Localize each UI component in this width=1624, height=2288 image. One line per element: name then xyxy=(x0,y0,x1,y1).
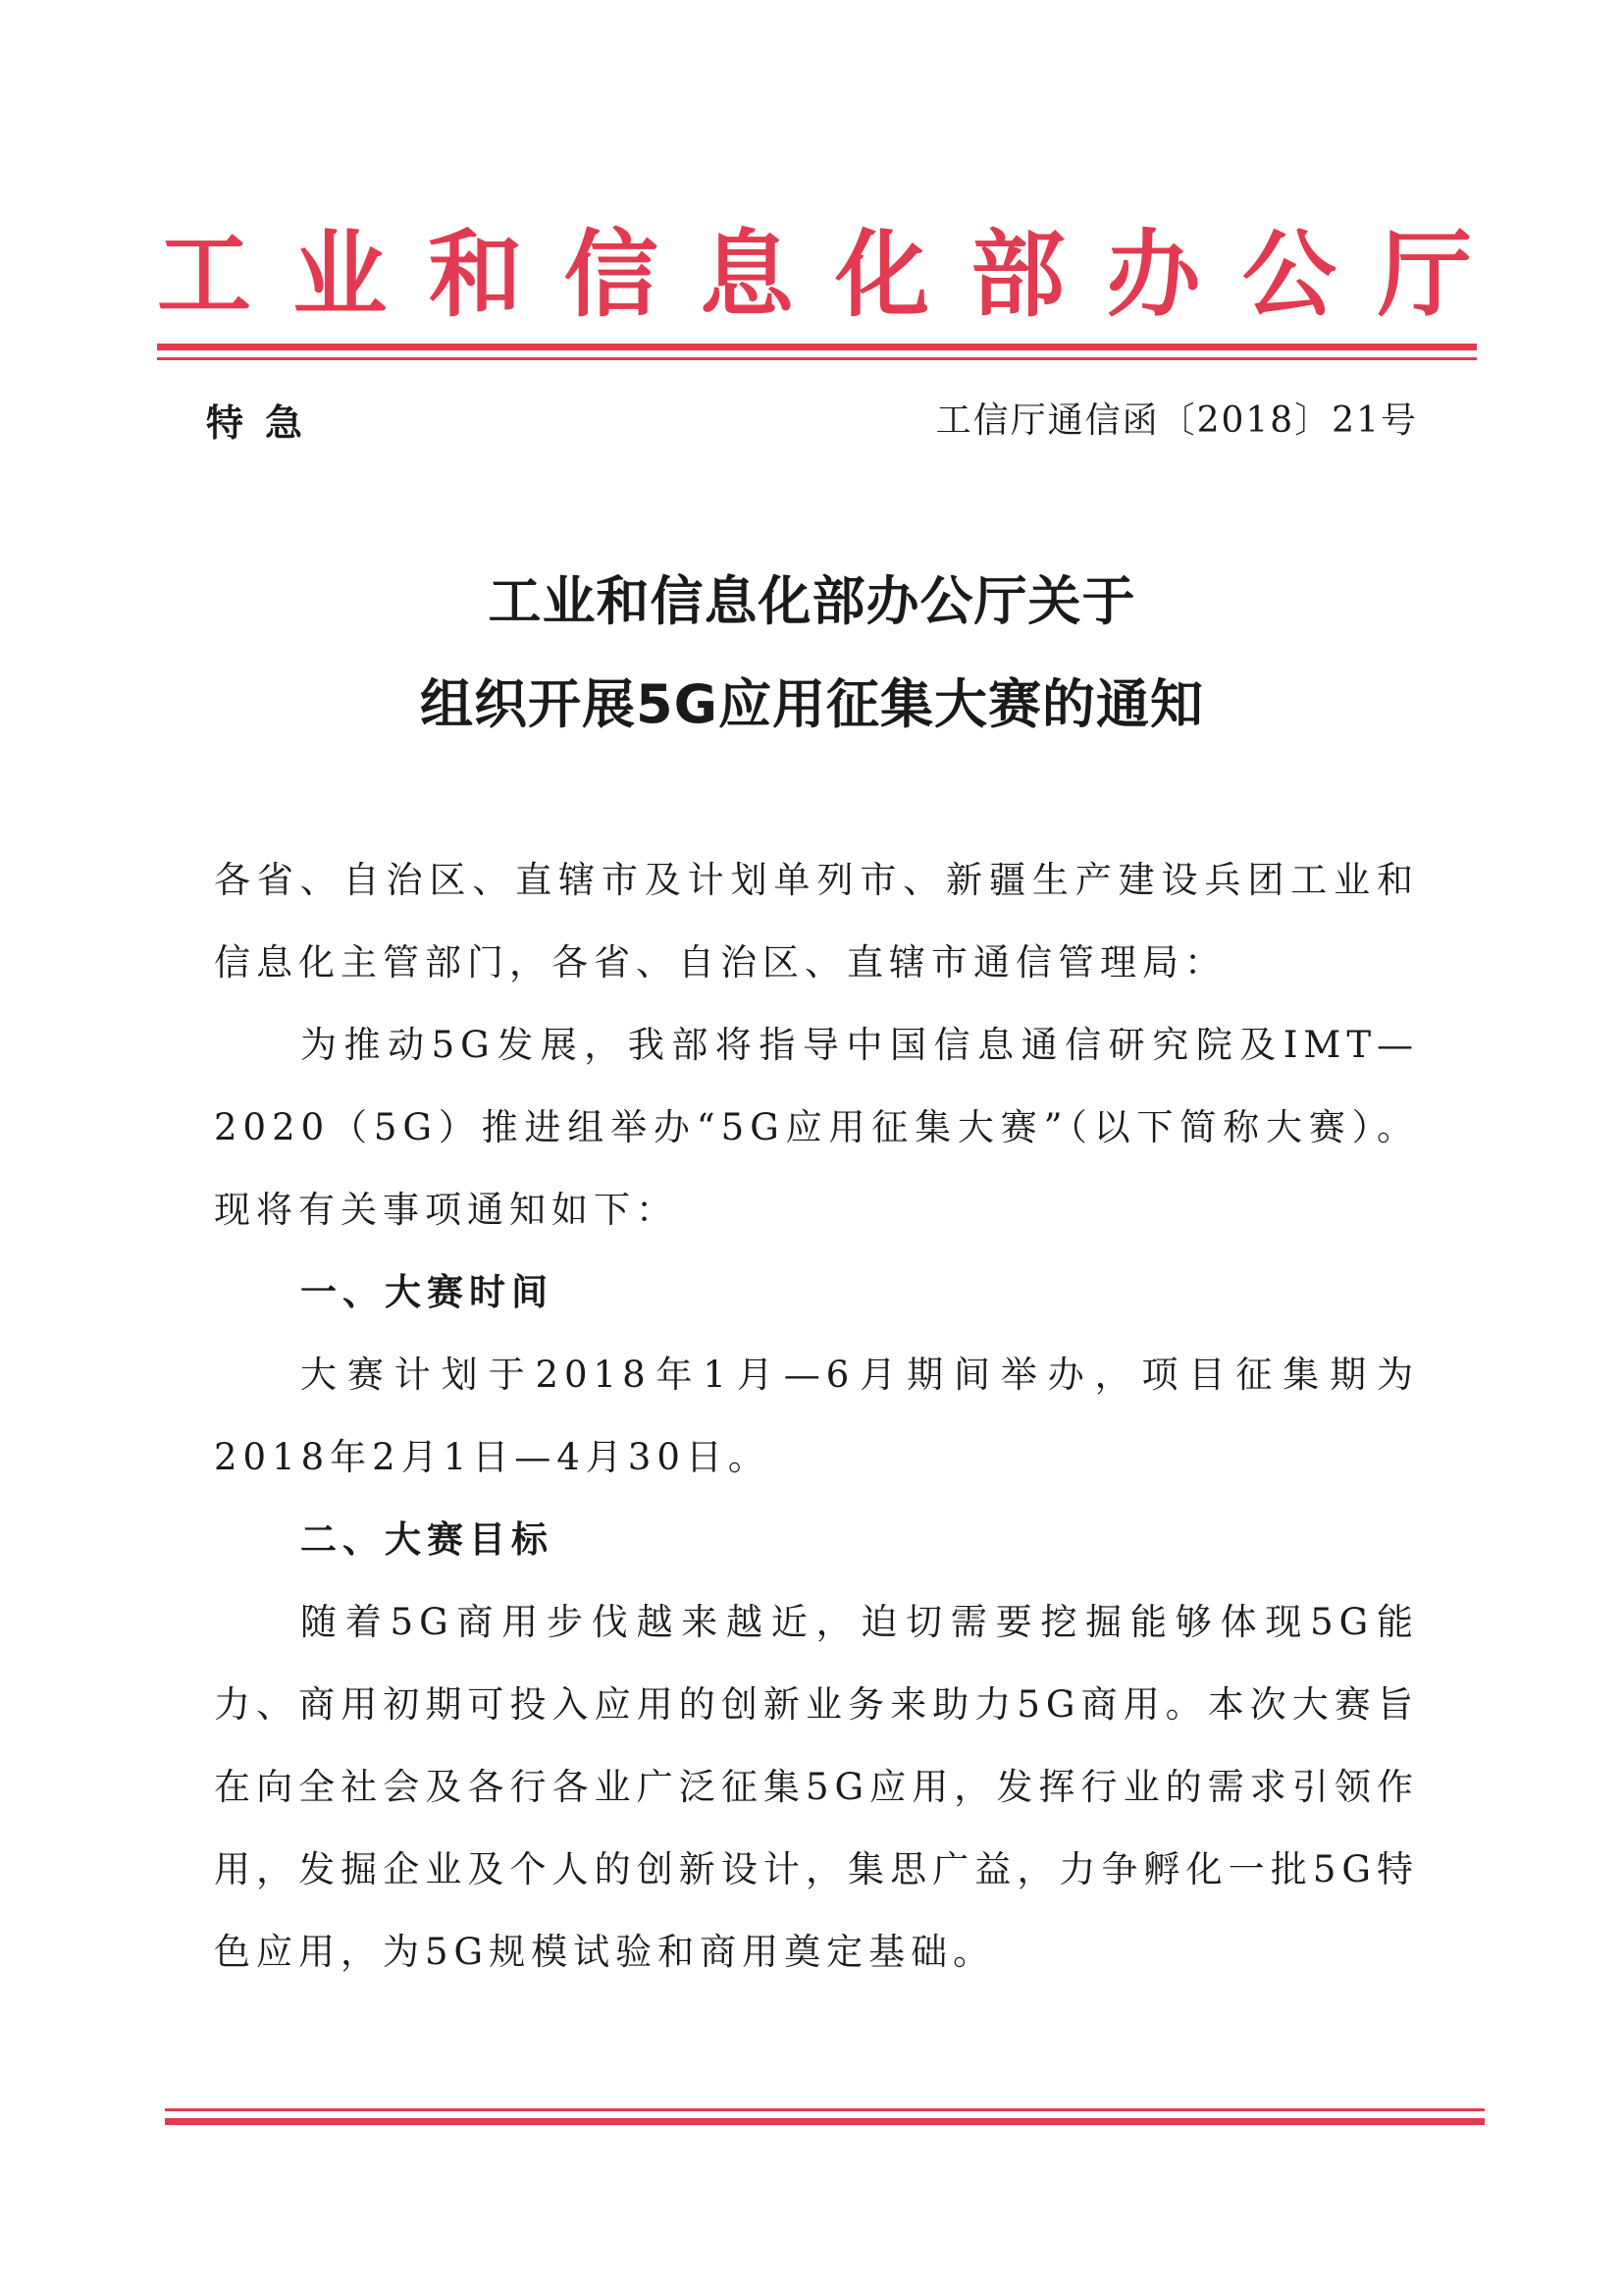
document-title-line2: 组织开展5G应用征集大赛的通知 xyxy=(420,673,1204,735)
letterhead-char: 息 xyxy=(699,219,794,330)
letterhead-char: 化 xyxy=(835,219,930,330)
letterhead-char: 业 xyxy=(292,219,388,330)
intro-paragraph: 为推动5G发展，我部将指导中国信息通信研究院及IMT—2020（5G）推进组举办“5G应用征集大赛”（以下简称大赛）。现将有关事项通知如下： xyxy=(214,1024,1419,1231)
letterhead-char: 和 xyxy=(428,219,523,330)
letterhead-char: 办 xyxy=(1106,219,1201,330)
letterhead-char: 厅 xyxy=(1377,219,1472,330)
urgency-label: 特急 xyxy=(206,401,325,445)
section2-heading: 二、大赛目标 xyxy=(300,1518,553,1561)
footer-rule-thick xyxy=(165,2118,1485,2125)
letterhead-char: 信 xyxy=(563,219,658,330)
document-body xyxy=(214,839,1419,1994)
header-rule-thick xyxy=(157,344,1477,350)
letterhead-title xyxy=(157,216,1472,334)
letterhead-char: 部 xyxy=(970,219,1066,330)
section1-paragraph: 大赛计划于2018年1月—6月期间举办，项目征集期为2018年2月1日—4月30日。 xyxy=(214,1354,1419,1478)
document-number: 工信厅通信函〔2018〕21号 xyxy=(935,400,1418,441)
footer-rule-thin xyxy=(165,2108,1485,2111)
addressees-paragraph: 各省、自治区、直辖市及计划单列市、新疆生产建设兵团工业和信息化主管部门，各省、自治区、直辖市通信管理局： xyxy=(214,859,1419,984)
header-rule-thin xyxy=(157,357,1477,360)
section2-paragraph: 随着5G商用步伐越来越近，迫切需要挖掘能够体现5G能力、商用初期可投入应用的创新业务来助力5G商用。本次大赛旨在向全社会及各行各业广泛征集5G应用，发挥行业的需求引领作用，发掘企业及个人的创新设计，集思广益，力争孵化一批5G特色应用，为5G规模试验和商用奠定基础。 xyxy=(214,1601,1419,1973)
section1-heading: 一、大赛时间 xyxy=(300,1271,553,1313)
document-title-line1: 工业和信息化部办公厅关于 xyxy=(488,570,1136,632)
letterhead-char: 公 xyxy=(1241,219,1336,330)
letterhead-char: 工 xyxy=(157,219,251,330)
